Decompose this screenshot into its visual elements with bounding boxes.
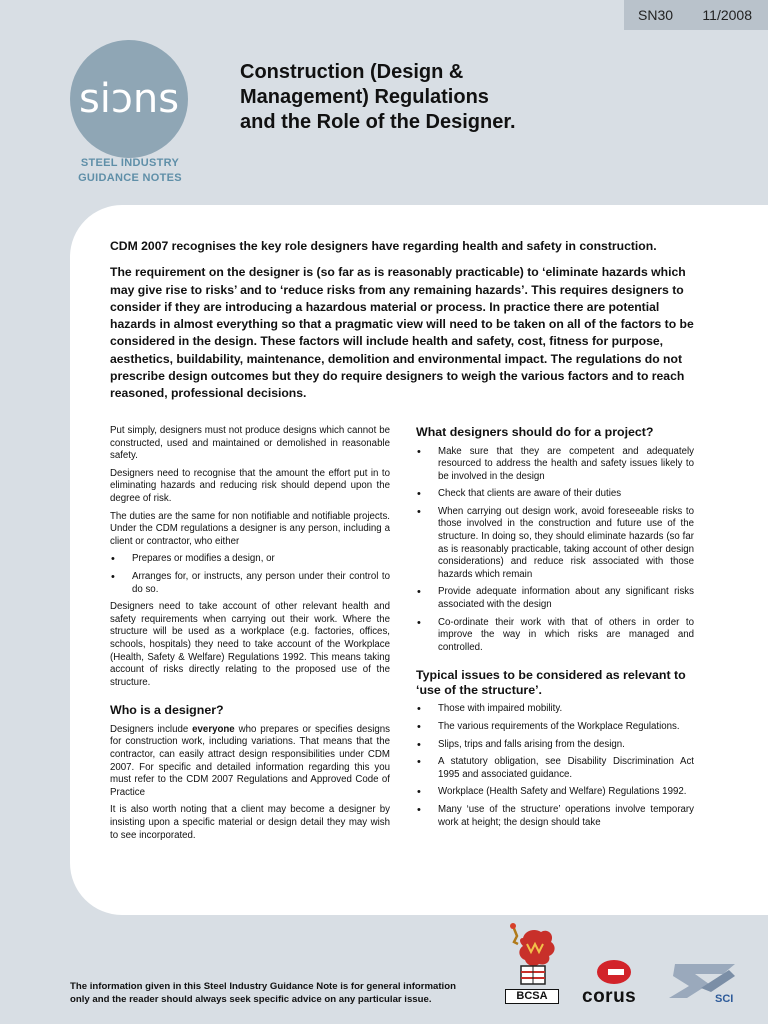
title-line1: Construction (Design & [240, 61, 464, 83]
list-item [416, 804, 694, 829]
p5-text-before: Designers include [110, 723, 193, 735]
bullet-icon: • [417, 505, 421, 518]
intro-section [110, 238, 695, 412]
designer-role-list [110, 553, 390, 596]
logo-text: siɔns [78, 76, 180, 122]
sci-logo [665, 958, 743, 1006]
bullet-icon: • [417, 445, 421, 458]
bullet-icon: • [417, 803, 421, 816]
title-line2: Management) Regulations [240, 86, 489, 108]
bullet-icon: • [417, 721, 421, 733]
bullet-icon: • [111, 570, 115, 583]
left-column [110, 425, 390, 847]
left-paragraph-3: The duties are the same for non notifiable and notifiable projects. Under the CDM regulations a designer is any person, including a client or contractor, who either [110, 510, 390, 547]
list-item-text: Co-ordinate their work with that of others in order to improve the way in which risks are managed and controlled. [438, 616, 694, 653]
list-item-text: Many ‘use of the structure’ operations involve temporary work at height; the design should take [438, 803, 694, 828]
list-item-text: Check that clients are aware of their duties [438, 488, 622, 500]
title-line3: and the Role of the Designer. [240, 111, 516, 133]
list-item-text: Arranges for, or instructs, any person under their control to do so. [132, 570, 390, 595]
corus-label: corus [582, 986, 637, 1007]
disclaimer [70, 980, 490, 1006]
designer-duties-list [416, 446, 694, 655]
disclaimer-line1: The information given in this Steel Industry Guidance Note is for general information [70, 981, 456, 992]
p5-text-after: who prepares or specifies designs for construction work, including variations. That means that the contractor, can easily attract design responsibilities under CDM 2007. For specific and detailed information regarding this you must refer to the CDM 2007 Regulations and Approved Code of Practice [110, 723, 390, 798]
document-title [240, 60, 700, 135]
list-item-text: Slips, trips and falls arising from the design. [438, 738, 625, 750]
bullet-icon: • [417, 738, 421, 751]
list-item-text: Make sure that they are competent and adequately resourced to address the health and safety issues likely to be involved in the design [438, 445, 694, 482]
list-item [416, 739, 694, 752]
list-item [416, 786, 694, 799]
list-item-text: Provide adequate information about any significant risks associated with the design [438, 586, 694, 611]
issue-date: 11/2008 [702, 7, 752, 23]
sci-mark-icon [665, 958, 743, 1006]
left-paragraph-2: Designers need to recognise that the amount the effort put in to eliminating hazards and reducing risk should depend upon the degree of risk. [110, 467, 390, 504]
who-is-designer-heading: Who is a designer? [110, 703, 224, 718]
typical-issues-list [416, 703, 694, 829]
bullet-icon: • [417, 586, 421, 599]
intro-paragraph-2: The requirement on the designer is (so far as is reasonably practicable) to ‘eliminate hazards which may give rise to risks’ and to ‘reduce risks from any remaining hazards’. This requires designers to consider if they are introducing a hazardous material or process. In practice there are potential hazards in almost everything so that a pragmatic view will need to be taken on all of the factors to be considered in the design. These factors will include health and safety, cost, fitness for purpose, aesthetics, buildability, maintenance, demolition and environmental impact. The regulations do not prescribe design outcomes but they do require designers to weigh the various factors and to reach reasoned, professional decisions. [110, 265, 694, 401]
disclaimer-line2: only and the reader should always seek specific advice on any particular issue. [70, 994, 432, 1005]
corus-logo [578, 958, 656, 1008]
corus-mark-icon [578, 958, 656, 988]
bullet-icon: • [417, 786, 421, 799]
bullet-icon: • [417, 616, 421, 629]
logo-subtitle-line2: GUIDANCE NOTES [78, 172, 182, 184]
sci-label: SCI [715, 993, 734, 1005]
left-paragraph-1: Put simply, designers must not produce designs which cannot be constructed, used and maintained or demolished in reasonable safety. [110, 425, 390, 462]
right-column [416, 425, 694, 834]
list-item [110, 553, 390, 566]
list-item [416, 617, 694, 655]
bcsa-label: BCSA [505, 989, 559, 1004]
bullet-icon: • [417, 488, 421, 501]
list-item [416, 488, 694, 501]
bullet-icon: • [417, 756, 421, 769]
list-item-text: Workplace (Health Safety and Welfare) Regulations 1992. [438, 786, 687, 798]
p5-bold-word: everyone [192, 723, 235, 735]
left-paragraph-5 [110, 724, 390, 800]
list-item [110, 571, 390, 596]
intro-paragraph-1: CDM 2007 recognises the key role designers have regarding health and safety in construction. [110, 239, 657, 253]
list-item-text: A statutory obligation, see Disability Discrimination Act 1995 and associated guidance. [438, 756, 694, 780]
left-paragraph-6: It is also worth noting that a client may become a designer by insisting upon a specific material or design detail they may wish to see incorporated. [110, 804, 390, 841]
logo-subtitle-line1: STEEL INDUSTRY [80, 157, 180, 169]
bcsa-crest-icon [505, 922, 559, 988]
bullet-icon: • [111, 553, 115, 566]
typical-issues-heading: Typical issues to be considered as relevant to ‘use of the structure’. [416, 668, 686, 697]
list-item-text: Prepares or modifies a design, or [132, 553, 275, 565]
list-item [416, 703, 694, 716]
list-item [416, 721, 694, 734]
signs-logo [70, 40, 188, 158]
series-code: SN30 [638, 7, 674, 23]
list-item [416, 506, 694, 582]
list-item [416, 446, 694, 484]
bcsa-logo [505, 922, 559, 1004]
designers-duties-heading: What designers should do for a project? [416, 425, 654, 439]
logo-subtitle [60, 156, 200, 186]
list-item-text: Those with impaired mobility. [438, 703, 563, 715]
bullet-icon: • [417, 703, 421, 716]
left-paragraph-4: Designers need to take account of other relevant health and safety requirements when carrying out their work. Where the structure will be used as a workplace (e.g. factories, offices, schools, hospitals) they need to take account of the Workplace (Health, Safety & Welfare) Regulations 1992. This means taking account of risks directly relating to the proposed use of the structure. [110, 601, 390, 688]
list-item-text: When carrying out design work, avoid foreseeable risks to those involved in the construction and future use of the structure. In doing so, they should eliminate hazards (so far as is reasonably practicable, taking account of other design considerations) and reduce risk associated with those hazards which remain [438, 505, 694, 580]
list-item [416, 756, 694, 781]
series-bar [624, 0, 768, 30]
list-item-text: The various requirements of the Workplace Regulations. [438, 721, 680, 732]
list-item [416, 586, 694, 611]
